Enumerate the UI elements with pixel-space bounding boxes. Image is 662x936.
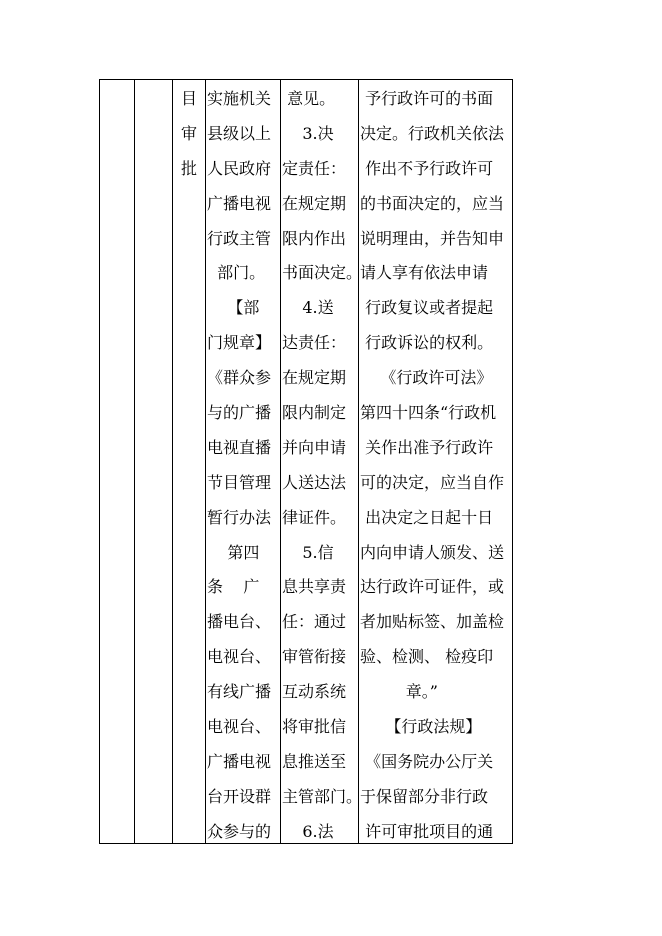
text-line: 4.送 [282,298,334,318]
text-line: 决定。行政机关依法 [360,123,505,143]
text-line: 将审批信 [282,717,347,737]
text-line: 达行政许可证件，或 [360,577,505,597]
text-line: 内向申请人颁发、送 [360,542,505,562]
table-column-item [173,80,206,843]
text-line: 第四 [207,542,260,562]
text-line: 部门。 [207,263,266,283]
text-line: 出决定之日起十日 [360,507,494,527]
text-line: 5.信 [282,542,334,562]
text-line: 暂行办法 [207,507,272,527]
text-line: 播电台、 [207,612,272,632]
text-line: 于保留部分非行政 [360,786,489,806]
text-line: 审管衔接 [282,647,347,667]
text-line: 与的广播 [207,403,272,423]
text-line: 3.决 [282,123,334,143]
table-column-basis [206,80,281,843]
text-line: 在规定期 [282,368,347,388]
text-line: 门规章】 [207,333,272,353]
text-line: 意见。 [282,89,336,108]
text-line: 任：通过 [282,612,347,632]
text-line: 审 [180,123,197,143]
text-line: 息推送至 [282,751,347,771]
text-line: 节目管理 [207,472,272,492]
text-line: 限内制定 [282,403,347,423]
text-line: 者加贴标签、加盖检 [360,612,505,632]
text-line: 实施机关 [207,89,272,108]
text-line: 行政主管 [207,228,272,248]
content-table [99,79,513,844]
text-line: 6.法 [282,821,334,841]
text-line: 【部 [207,298,260,318]
text-line: 电视台、 [207,717,272,737]
text-line: 主管部门。 [282,786,363,806]
table-column-1 [100,80,135,843]
text-line: 有线广播 [207,682,272,702]
text-line: 行政复议或者提起 [360,298,494,318]
text-line: 批 [180,158,197,178]
table-column-2 [135,80,173,843]
text-line: 广播电视 [207,751,272,771]
text-line: 予行政许可的书面 [360,89,494,108]
text-line: 县级以上 [207,123,272,143]
text-line: 并向申请 [282,437,347,457]
text-line: 章。” [360,682,438,702]
text-line: 请人享有依法申请 [360,263,489,283]
text-line: 达责任： [282,333,347,353]
text-line: 律证件。 [282,507,347,527]
text-line: 关作出准予行政许 [360,437,494,457]
text-line: 【行政法规】 [360,717,482,737]
text-line: 目 [180,89,197,108]
text-line: 第四十四条“行政机 [360,403,497,423]
text-line: 人民政府 [207,158,272,178]
table-column-responsibility [281,80,363,843]
text-line: 条 广 [207,577,260,597]
text-line: 台开设群 [207,786,272,806]
text-line: 在规定期 [282,193,347,213]
text-line: 验、检测、 检疫印 [360,647,494,667]
text-line: 的书面决定的，应当 [360,193,505,213]
text-line: 互动系统 [282,682,347,702]
text-line: 定责任： [282,158,347,178]
text-line: 作出不予行政许可 [360,158,494,178]
text-line: 《国务院办公厅关 [360,751,494,771]
text-line: 《行政许可法》 [360,368,493,388]
text-line: 广播电视 [207,193,272,213]
table-column-legal-basis [359,80,514,843]
text-line: 众参与的 [207,821,272,841]
text-line: 说明理由，并告知申 [360,228,505,248]
text-line: 行政诉讼的权利。 [360,333,494,353]
text-line: 限内作出 [282,228,347,248]
text-line: 《群众参 [207,368,272,388]
text-line: 可的决定，应当自作 [360,472,505,492]
text-line: 电视台、 [207,647,272,667]
text-line: 书面决定。 [282,263,363,283]
text-line: 息共享责 [282,577,347,597]
text-line: 许可审批项目的通 [360,821,494,841]
text-line: 人送达法 [282,472,347,492]
text-line: 电视直播 [207,437,272,457]
